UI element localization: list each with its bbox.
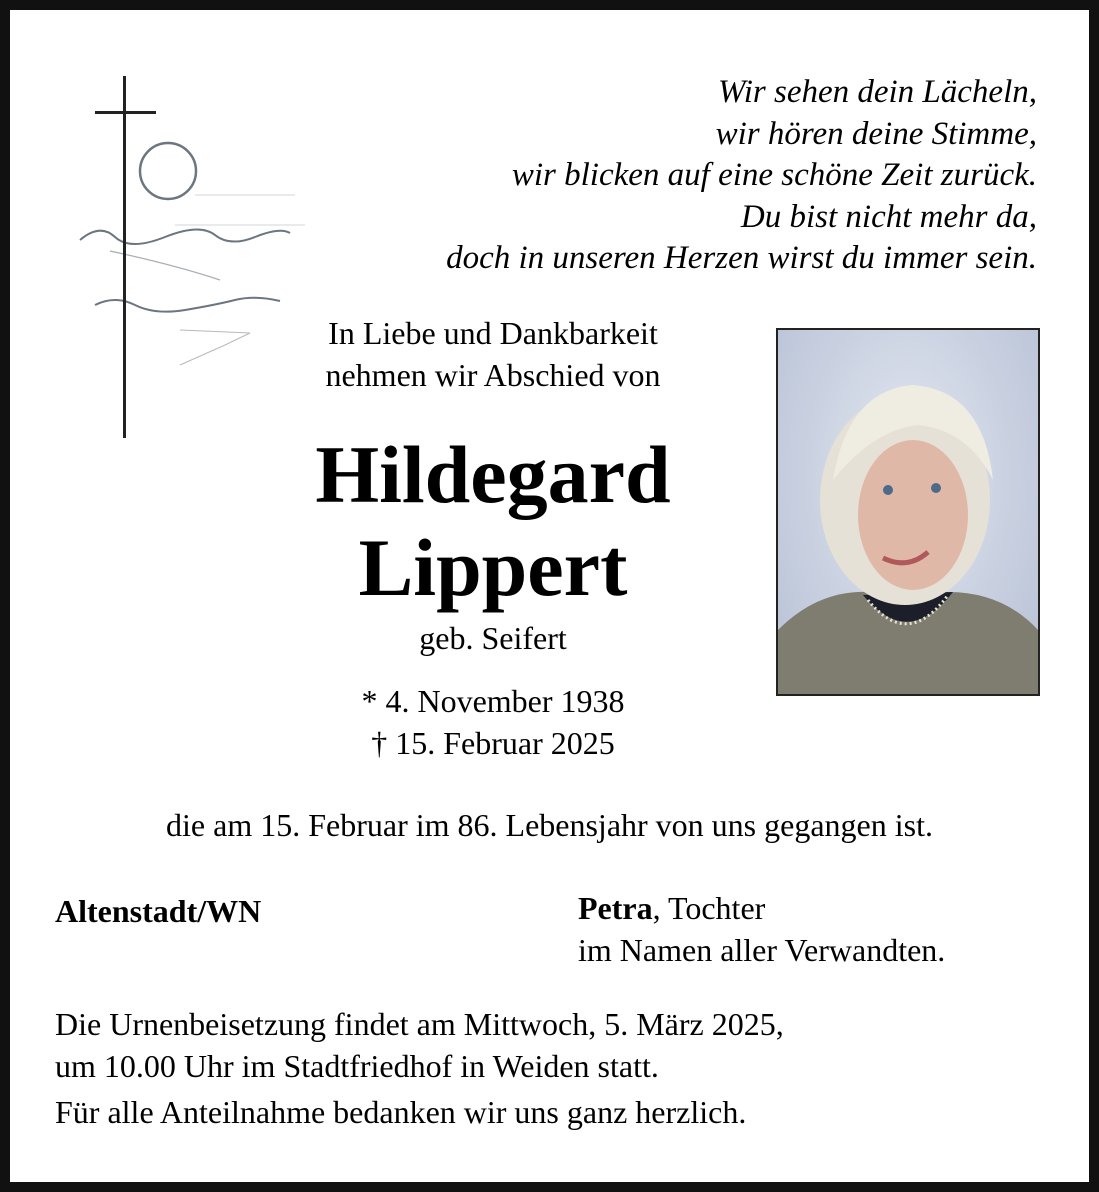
poem-line: wir blicken auf eine schöne Zeit zurück. [511,157,1037,193]
signer [578,887,945,971]
portrait-photo [776,328,1040,696]
intro [193,312,793,396]
life-dates [193,680,793,764]
death-statement: die am 15. Februar im 86. Lebensjahr von uns gegangen ist. [166,807,933,843]
poem-line: Du bist nicht mehr da, [740,198,1037,235]
funeral-info [55,1003,784,1133]
footer-line: Für alle Anteilnahme bedanken wir uns ganz herzlich. [55,1094,747,1130]
intro-line: In Liebe und Dankbarkeit [328,315,658,351]
poem-line: Wir sehen dein Lächeln, [718,74,1037,110]
birth-date: * 4. November 1938 [361,683,625,719]
poem-line: wir hören deine Stimme, [715,115,1037,152]
cross-icon [95,76,156,438]
deceased-name [193,428,793,614]
signer-relation: , Tochter [652,890,766,926]
last-name: Lippert [358,522,628,613]
death-date: † 15. Februar 2025 [371,725,615,761]
intro-line: nehmen wir Abschied von [325,357,661,393]
signer-line2: im Namen aller Verwandten. [578,932,946,968]
footer-line: Die Urnenbeisetzung findet am Mittwoch, 5. März 2025, [55,1006,784,1042]
first-name: Hildegard [315,429,671,520]
signer-name: Petra [578,890,653,926]
poem [446,72,1037,280]
poem-line: doch in unseren Herzen wirst du immer sein. [446,240,1037,276]
portrait-image [778,330,1038,694]
place: Altenstadt/WN [55,893,262,929]
birth-name: geb. Seifert [419,620,567,656]
footer-line: um 10.00 Uhr im Stadtfriedhof in Weiden statt. [55,1048,659,1084]
